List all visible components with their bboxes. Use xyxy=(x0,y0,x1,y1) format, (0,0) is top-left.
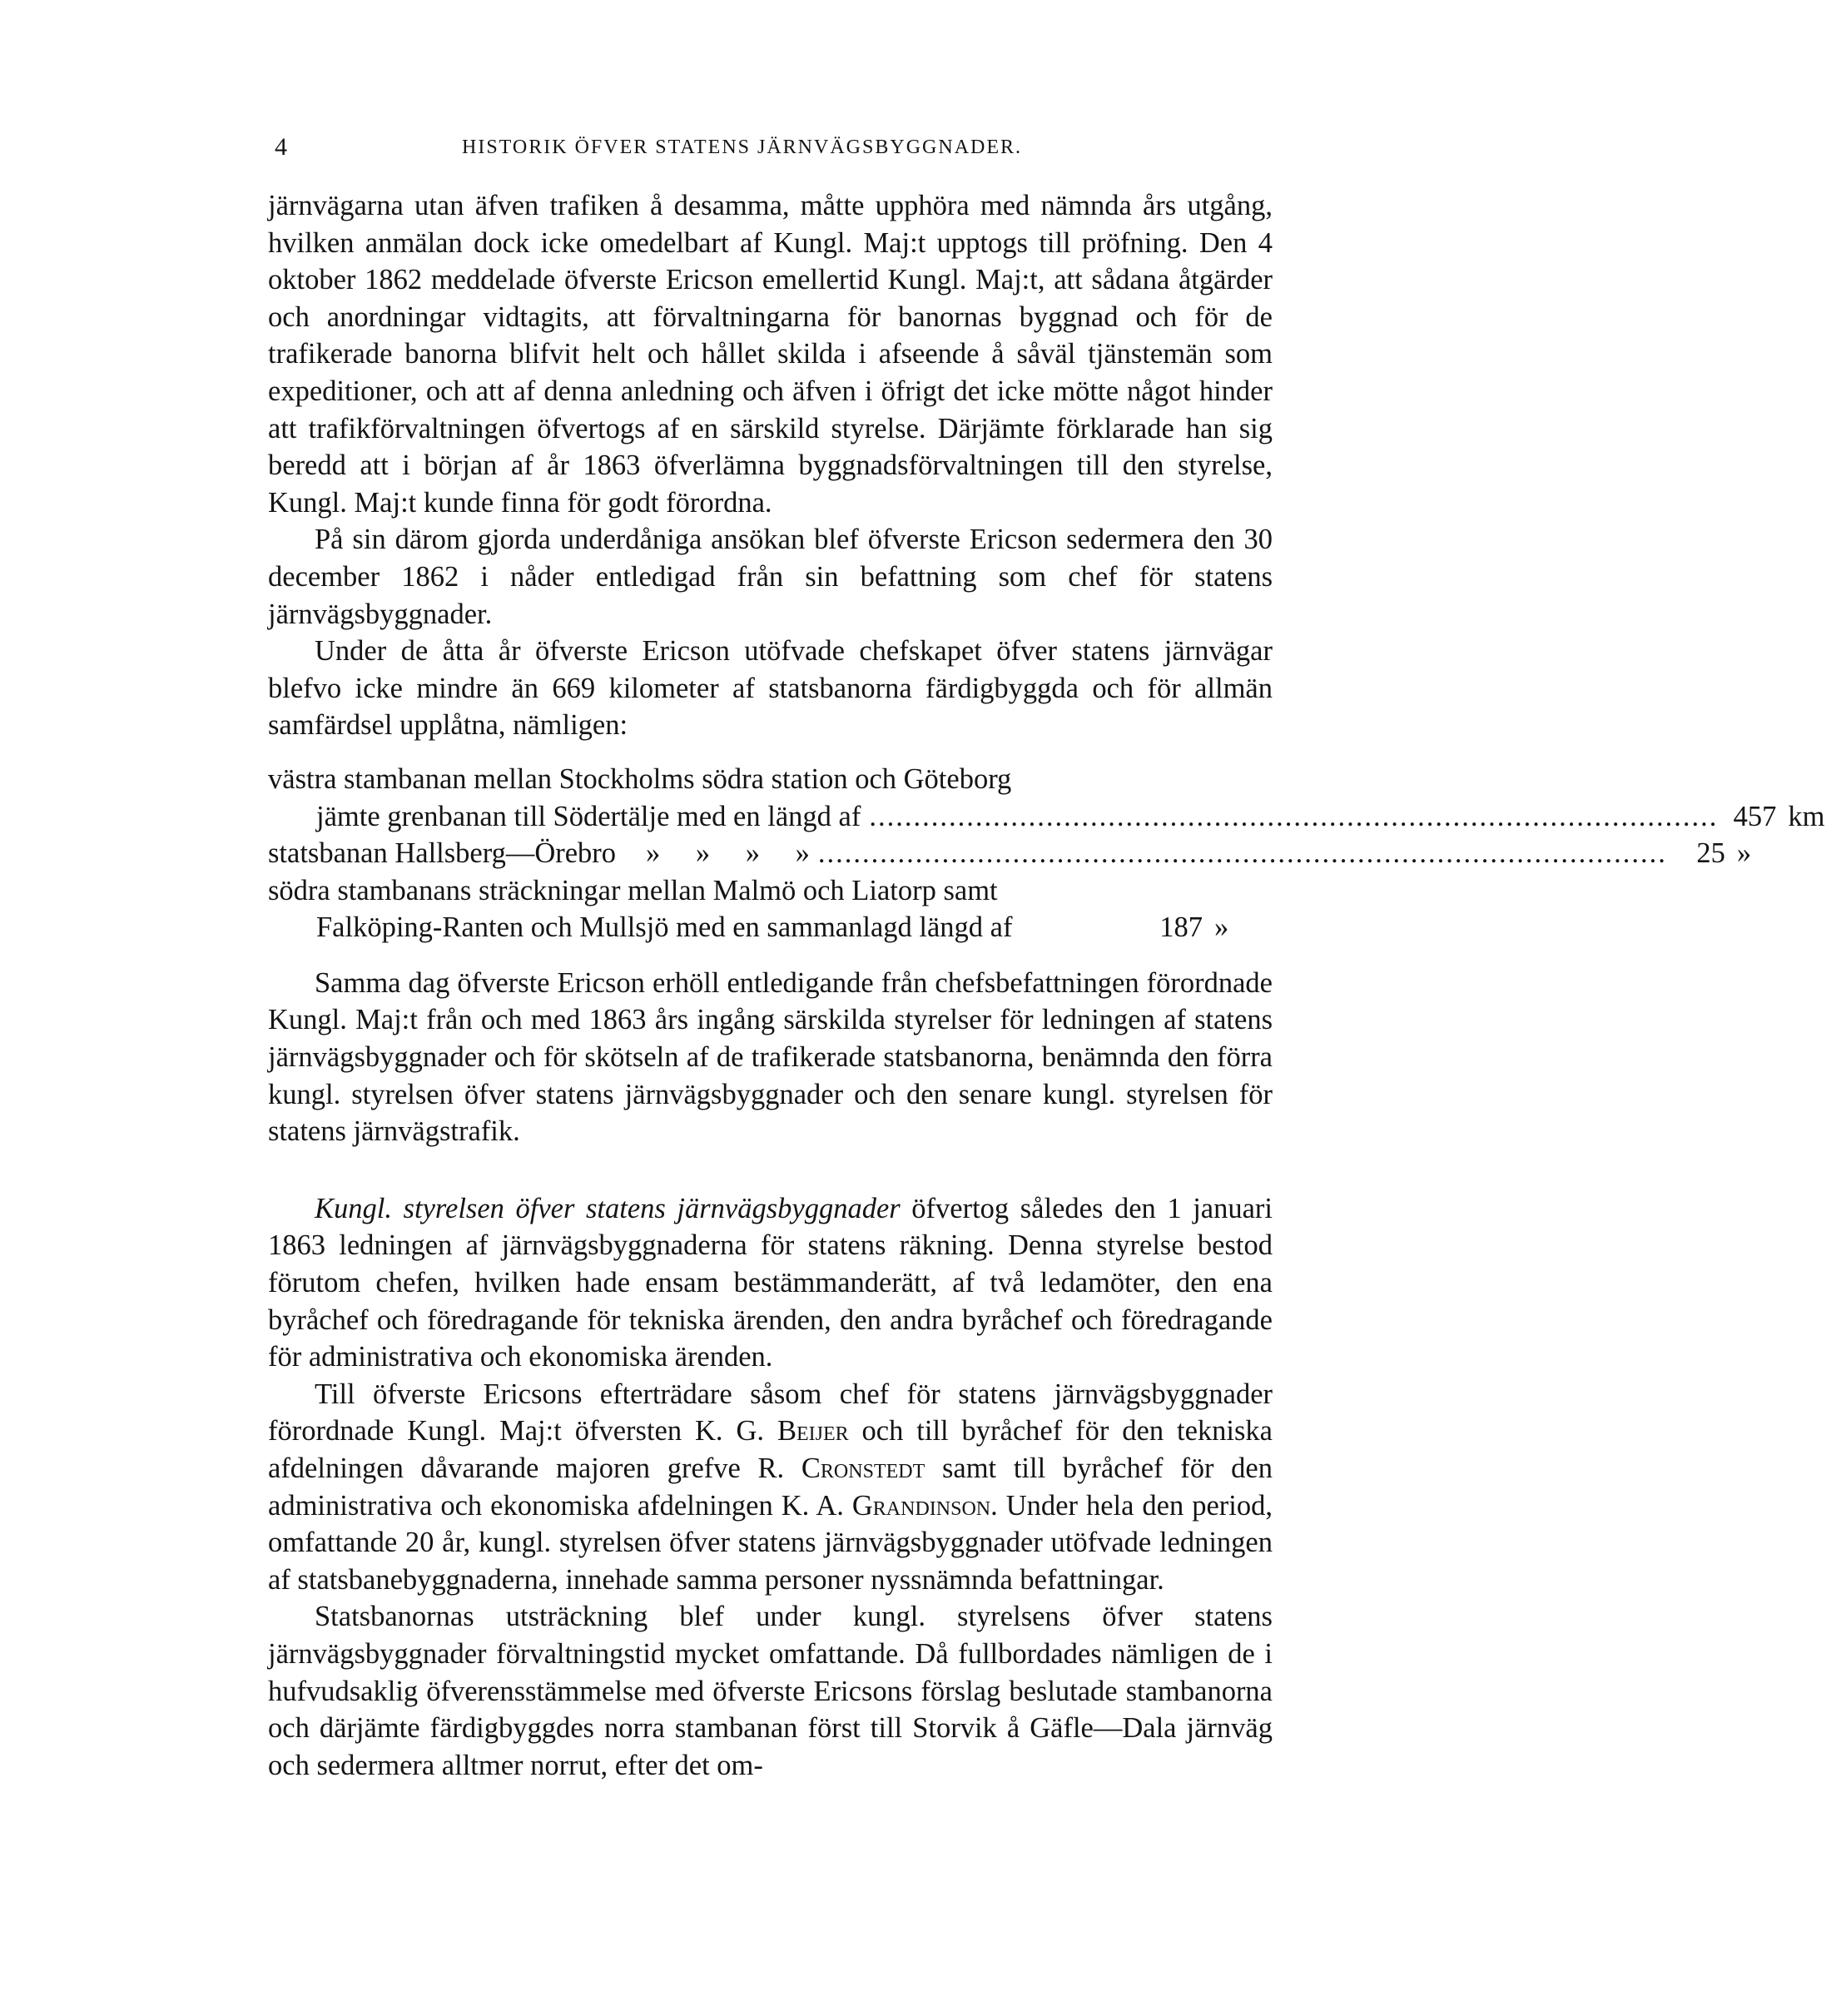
paragraph-text: öfvertog således den 1 januari 1863 ledningen af järnvägsbyggnaderna för statens räkning. Denna styrelse bestod förutom chefen, hvilken hade ensam bestämmanderätt, af två ledamöter, den ena byråchef och föredragande för tekniska ärenden, den andra byråchef och föredragande för administrativa och ekonomiska ärenden. xyxy=(268,1192,1273,1373)
leader-dots: ................................................................................................ xyxy=(869,800,1719,832)
length-value: 187 xyxy=(1159,911,1203,944)
length-value: 25 xyxy=(1696,837,1725,870)
length-value: 457 xyxy=(1733,800,1777,832)
person-name: Beijer xyxy=(777,1415,849,1447)
paragraph: Under de åtta år öfverste Ericson utöfvade chefskapet öfver statens järnvägar blefvo icke mindre än 669 kilometer af statsbanorna färdigbyggda och för allmän samfärdsel upplåtna, nämligen: xyxy=(268,635,1273,742)
person-name: Grandinson xyxy=(851,1489,991,1522)
paragraph: På sin därom gjorda underdåniga ansökan blef öfverste Ericson sedermera den 30 december 1862 i nåder entledigad från sin befattning som chef för statens järnvägsbyggnader. xyxy=(268,524,1273,630)
paragraph-text: och till byråchef för den tekniska afdelningen dåvarande majoren grefve R. xyxy=(268,1415,1273,1484)
paragraph xyxy=(268,1376,1273,1599)
page-number: 4 xyxy=(275,133,287,161)
list-item xyxy=(268,909,1273,946)
list-item xyxy=(268,761,1273,798)
italic-heading: Kungl. styrelsen öfver statens järnvägsbyggnader xyxy=(315,1192,901,1224)
railway-length-list xyxy=(268,761,1825,946)
running-title: HISTORIK ÖFVER STATENS JÄRNVÄGSBYGGNADER. xyxy=(462,137,1023,158)
paragraph-text: samt till byråchef för den administrativa och ekonomiska afdelningen K. A. xyxy=(268,1452,1273,1522)
list-item xyxy=(268,835,1752,872)
paragraph xyxy=(268,1190,1273,1376)
length-unit: » xyxy=(1214,911,1229,944)
list-item-text: statsbanan Hallsberg—Örebro xyxy=(268,837,617,870)
list-item-text: västra stambanan mellan Stockholms södra station och Göteborg xyxy=(268,762,1012,795)
leader-dots: ................................................................................................ xyxy=(817,837,1667,870)
list-item xyxy=(268,872,1273,910)
list-item xyxy=(268,798,1825,836)
page-header xyxy=(275,133,1273,166)
body-text xyxy=(268,187,1825,1784)
length-unit: km xyxy=(1788,800,1825,832)
paragraph-text: . Under hela den period, omfattande 20 år, kungl. styrelsen öfver statens järnvägsbyggnader utöfvade ledningen af statsbanebyggnaderna, innehade samma personer nyssnämnda befattningar. xyxy=(268,1489,1273,1596)
paragraph: Samma dag öfverste Ericson erhöll entledigande från chefsbefattningen förordnade Kungl. Maj:t från och med 1863 års ingång särskilda styrelser för ledningen af statens järnvägsbyggnader och för skötseln af de trafikerade statsbanorna, benämnda den förra kungl. styrelsen öfver statens järnvägsbyggnader och den senare kungl. styrelsen för statens järnvägstrafik. xyxy=(268,966,1273,1148)
list-item-text: Falköping-Ranten och Mullsjö med en sammanlagd längd af xyxy=(316,911,1013,944)
paragraph-text: Till öfverste Ericsons efterträdare såsom chef för statens järnvägsbyggnader förordnade Kungl. Maj:t öfversten K. G. xyxy=(268,1378,1273,1447)
list-item-text: jämte grenbanan till Södertälje med en längd af xyxy=(316,800,861,832)
paragraph: Statsbanornas utsträckning blef under kungl. styrelsens öfver statens järnvägsbyggnader förvaltningstid mycket omfattande. Då fullbordades nämligen de i hufvudsaklig öfverensstämmelse med öfverste Ericsons förslag beslutade stambanorna och därjämte färdigbyggdes norra stambanan först till Storvik å Gäfle—Dala järnväg och sedermera alltmer norrut, efter det om- xyxy=(268,1601,1273,1781)
person-name: Cronstedt xyxy=(801,1452,925,1484)
length-unit: » xyxy=(1736,837,1752,870)
ditto-marks: » » » » xyxy=(646,837,810,870)
list-item-text: södra stambanans sträckningar mellan Malmö och Liatorp samt xyxy=(268,874,998,906)
paragraph: järnvägarna utan äfven trafiken å desamma, måtte upphöra med nämnda års utgång, hvilken anmälan dock icke omedelbart af Kungl. Maj:t upptogs till pröfning. Den 4 oktober 1862 meddelade öfverste Ericson emellertid Kungl. Maj:t, att sådana åtgärder och anordningar vidtagits, att förvaltningarna för banornas byggnad och för de trafikerade banorna blifvit helt och hållet skilda i afseende å såväl tjänstemän som expeditioner, och att af denna anledning och äfven i öfrigt det icke mötte något hinder att trafikförvaltningen öfvertogs af en särskild styrelse. Därjämte förklarade han sig beredd att i början af år 1863 öfverlämna byggnadsförvaltningen till den styrelse, Kungl. Maj:t kunde finna för godt förordna. xyxy=(268,190,1273,519)
